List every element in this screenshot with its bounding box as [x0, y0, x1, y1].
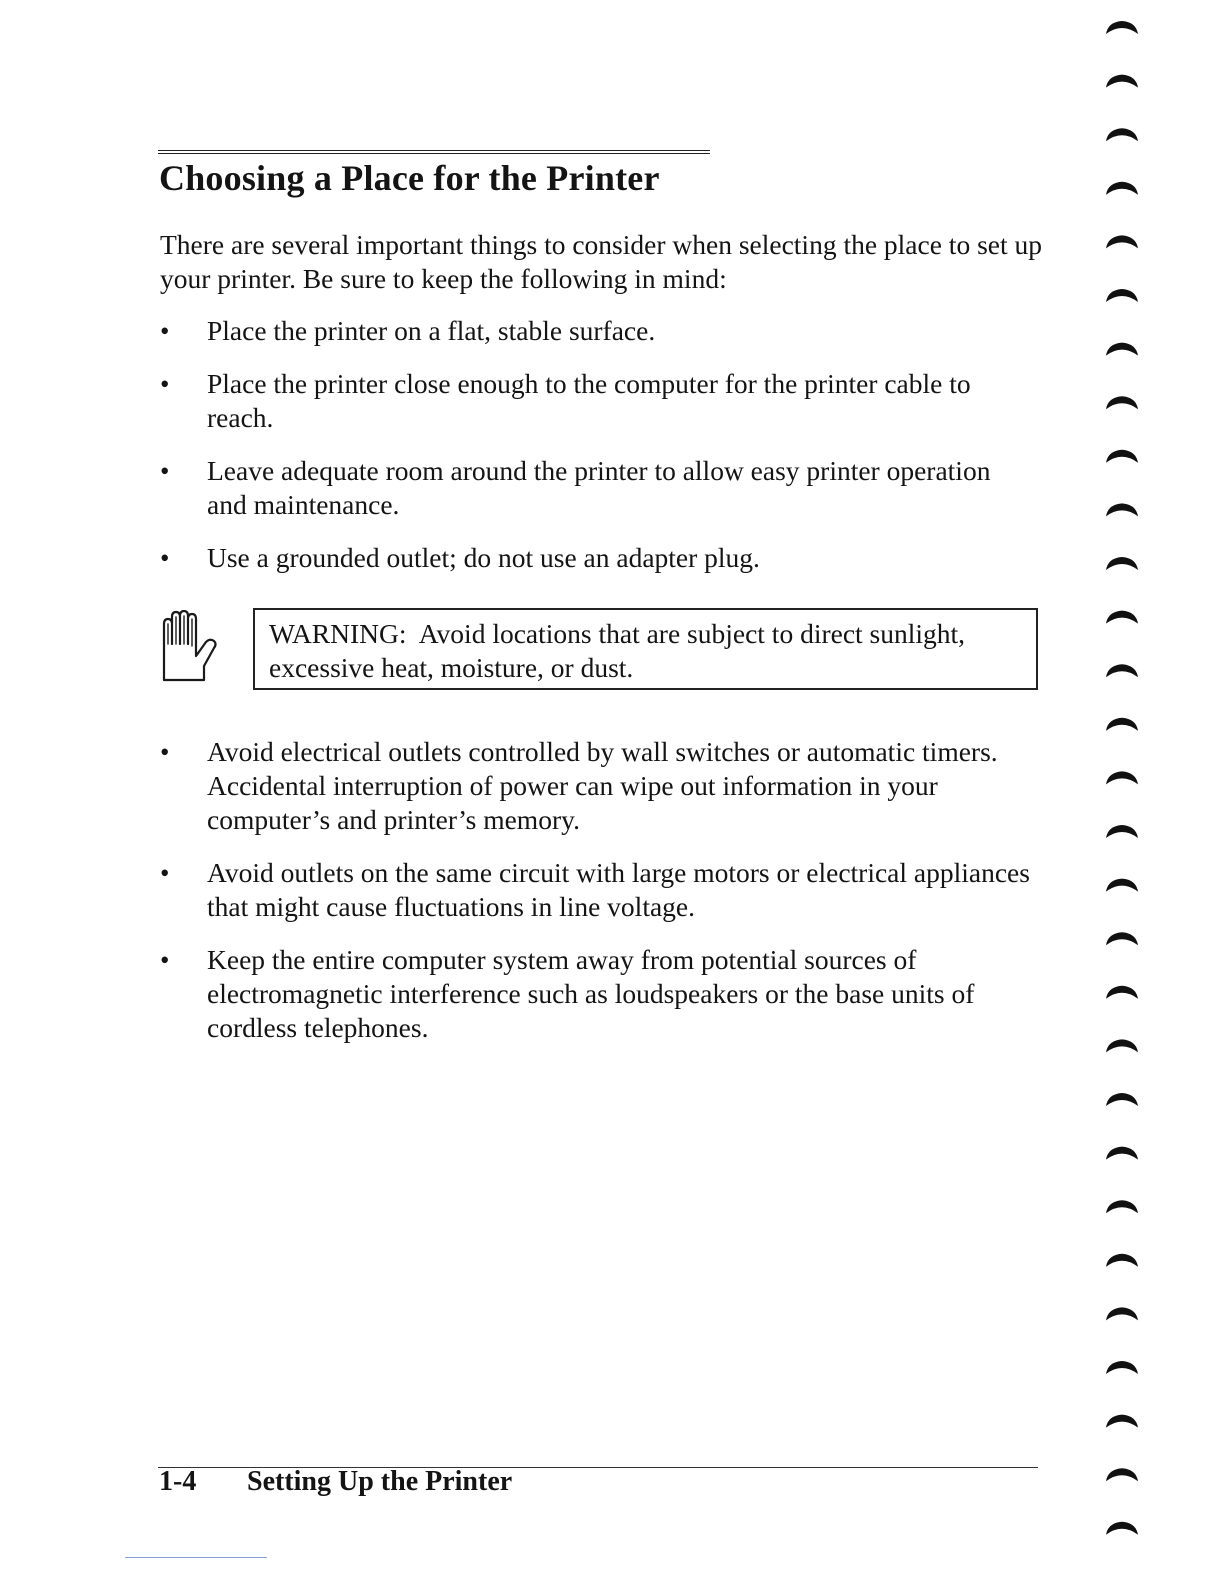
- binding-hole: [1106, 235, 1138, 248]
- warning-text: Avoid locations that are subject to direct sunlight, excessive heat, moisture, or dust.: [269, 618, 966, 683]
- binding-hole: [1106, 21, 1138, 34]
- binding-hole: [1106, 1468, 1138, 1481]
- binding-hole: [1106, 450, 1138, 463]
- list-item: [160, 541, 1060, 575]
- binding-hole: [1106, 986, 1138, 999]
- binding-holes-graphic: [1100, 0, 1160, 1584]
- binding-hole: [1106, 1522, 1138, 1535]
- list-item: [160, 314, 1060, 348]
- warning-box: [253, 608, 1038, 690]
- intro-paragraph: There are several important things to consider when selecting the place to set up your printer. Be sure to keep the following in mind:: [160, 229, 1042, 294]
- bullet-icon: •: [160, 369, 170, 399]
- binding-hole: [1106, 1147, 1138, 1160]
- list-item-text: Avoid outlets on the same circuit with large motors or electrical appliances that might cause fluctuations in line voltage.: [207, 857, 1030, 922]
- bullet-icon: •: [160, 737, 170, 767]
- heading-rule: [158, 150, 710, 154]
- bullet-icon: •: [160, 316, 170, 346]
- page-title: Choosing a Place for the Printer: [159, 158, 660, 198]
- binding-hole: [1106, 396, 1138, 409]
- list-item-text: Place the printer on a flat, stable surface.: [207, 315, 656, 346]
- warning-label: WARNING:: [269, 618, 407, 649]
- binding-hole: [1106, 879, 1138, 892]
- bullet-icon: •: [160, 858, 170, 888]
- binding-holes: [1100, 0, 1160, 1584]
- binding-hole: [1106, 75, 1138, 88]
- list-item-text: Leave adequate room around the printer to allow easy printer operation and maintenance.: [207, 455, 991, 520]
- chapter-title: Setting Up the Printer: [247, 1466, 513, 1497]
- binding-hole: [1106, 1039, 1138, 1052]
- list-item: [160, 943, 1060, 1045]
- binding-hole: [1106, 1307, 1138, 1320]
- list-item: [160, 454, 1030, 522]
- list-item: [160, 856, 1060, 924]
- binding-hole: [1106, 1415, 1138, 1428]
- binding-hole: [1106, 1361, 1138, 1374]
- binding-hole: [1106, 343, 1138, 356]
- list-item-text: Avoid electrical outlets controlled by wall switches or automatic timers. Accidental interruption of power can wipe out information in your computer’s and printer’s memory.: [207, 736, 998, 835]
- binding-hole: [1106, 1254, 1138, 1267]
- binding-hole: [1106, 1093, 1138, 1106]
- list-item-text: Place the printer close enough to the computer for the printer cable to reach.: [207, 368, 971, 433]
- binding-hole: [1106, 503, 1138, 516]
- binding-hole: [1106, 289, 1138, 302]
- binding-hole: [1106, 182, 1138, 195]
- binding-hole: [1106, 611, 1138, 624]
- bullet-icon: •: [160, 543, 170, 573]
- binding-hole: [1106, 557, 1138, 570]
- binding-hole: [1106, 825, 1138, 838]
- binding-hole: [1106, 128, 1138, 141]
- page-number: 1-4: [159, 1466, 197, 1497]
- list-item-text: Keep the entire computer system away from potential sources of electromagnetic interference such as loudspeakers or the base units of cordless telephones.: [207, 944, 975, 1043]
- list-item: [160, 367, 1030, 435]
- bullet-icon: •: [160, 456, 170, 486]
- warning-message: [269, 617, 1029, 685]
- binding-hole: [1106, 1200, 1138, 1213]
- binding-hole: [1106, 771, 1138, 784]
- binding-hole: [1106, 932, 1138, 945]
- binding-hole: [1106, 718, 1138, 731]
- bullet-icon: •: [160, 945, 170, 975]
- list-item: [160, 735, 1010, 837]
- scan-edge-mark: [125, 1557, 267, 1558]
- list-item-text: Use a grounded outlet; do not use an adapter plug.: [207, 542, 760, 573]
- hand-stop-icon: [158, 610, 230, 686]
- binding-hole: [1106, 664, 1138, 677]
